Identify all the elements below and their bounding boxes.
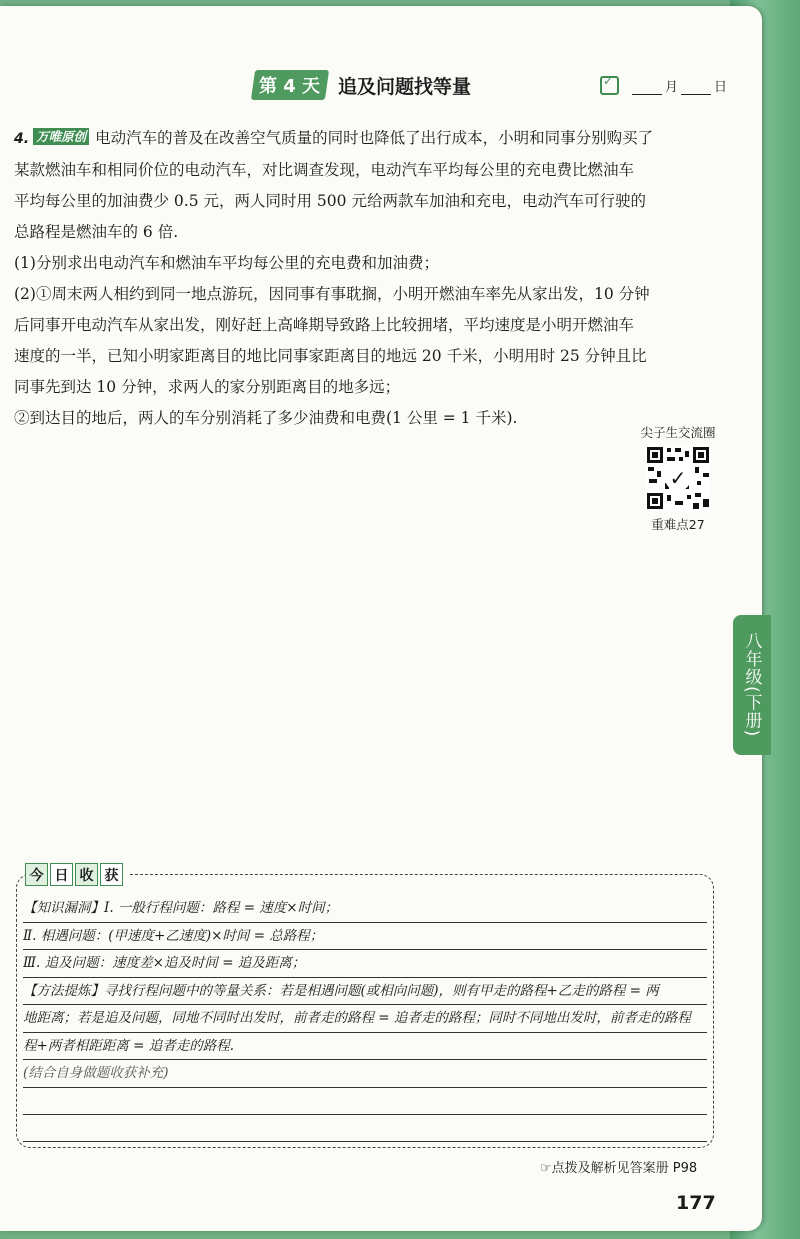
- summary-line: Ⅲ. 追及问题：速度差×追及时间 = 追及距离；: [23, 950, 707, 978]
- problem-intro-line: 4. 万唯原创 电动汽车的普及在改善空气质量的同时也降低了出行成本，小明和同事分别购买了: [14, 129, 654, 147]
- problem-part-2-line: 同事先到达 10 分钟，求两人的家分别距离目的地多远；: [14, 378, 401, 396]
- month-label: 月: [665, 80, 679, 95]
- month-blank[interactable]: [632, 80, 662, 95]
- summary-blank-line[interactable]: [23, 1115, 707, 1142]
- page-number: 177: [676, 1192, 716, 1214]
- daily-summary-box: [16, 867, 714, 1148]
- summary-line: Ⅱ. 相遇问题：(甲速度+乙速度)×时间 = 总路程；: [23, 923, 707, 951]
- qr-code-icon[interactable]: [645, 445, 711, 511]
- summary-lines: [23, 895, 707, 1142]
- question-number: 4.: [14, 131, 30, 147]
- calendar-check-icon: [600, 76, 619, 95]
- page-title: 追及问题找等量: [338, 76, 472, 98]
- page-header: [0, 66, 762, 106]
- problem-4: [14, 123, 729, 434]
- problem-part-1: (1)分别求出电动汽车和燃油车平均每公里的充电费和加油费；: [14, 254, 439, 272]
- summary-title-char: 获: [100, 863, 123, 886]
- summary-title-char: 收: [75, 863, 98, 886]
- problem-part-2b: ②到达目的地后，两人的车分别消耗了多少油费和电费(1 公里 = 1 千米).: [14, 409, 518, 427]
- qr-caption-bottom: 重难点27: [651, 517, 705, 532]
- problem-intro-line: 总路程是燃油车的 6 倍.: [14, 223, 179, 241]
- problem-part-2-line: 速度的一半，已知小明家距离目的地比同事家距离目的地远 20 千米，小明用时 25 分钟且比: [14, 347, 647, 365]
- qr-caption-top: 尖子生交流圈: [640, 425, 716, 440]
- summary-line: 【方法提炼】寻找行程问题中的等量关系：若是相遇问题(或相向问题)，则有甲走的路程+乙走的路程 = 两: [23, 978, 707, 1006]
- book-page: [0, 6, 762, 1231]
- summary-title: [25, 863, 129, 886]
- brand-label: 万唯原创: [33, 128, 89, 145]
- day-blank[interactable]: [681, 80, 711, 95]
- summary-line: 地距离；若是追及问题，同地不同时出发时，前者走的路程 = 追者走的路程；同时不同地出发时，前者走的路程: [23, 1005, 707, 1033]
- problem-part-2-line: 后同事开电动汽车从家出发，刚好赶上高峰期导致路上比较拥堵，平均速度是小明开燃油车: [14, 316, 635, 334]
- summary-title-char: 日: [50, 863, 73, 886]
- problem-part-2-line: (2)①周末两人相约到同一地点游玩，因同事有事耽搁，小明开燃油车率先从家出发，10 分钟: [14, 285, 650, 303]
- date-field: [600, 76, 727, 95]
- summary-blank-line[interactable]: [23, 1088, 707, 1115]
- summary-line: 【知识漏洞】Ⅰ. 一般行程问题：路程 = 速度×时间；: [23, 895, 707, 923]
- day-badge: 第 4 天: [251, 70, 329, 100]
- problem-intro-line: 平均每公里的加油费少 0.5 元，两人同时用 500 元给两款车加油和充电，电动汽车可行驶的: [14, 192, 646, 210]
- grade-side-tab: 八年级(下册): [733, 615, 771, 755]
- summary-note: (结合自身做题收获补充): [23, 1060, 707, 1088]
- answer-reference: ☞点拨及解析见答案册 P98: [540, 1161, 698, 1176]
- summary-title-char: 今: [25, 863, 48, 886]
- check-icon: ✓: [665, 465, 691, 491]
- qr-code-block: [628, 423, 728, 533]
- problem-intro-line: 某款燃油车和相同价位的电动汽车，对比调查发现，电动汽车平均每公里的充电费比燃油车: [14, 161, 635, 179]
- summary-line: 程+两者相距距离 = 追者走的路程.: [23, 1033, 707, 1061]
- day-label: 日: [714, 80, 728, 95]
